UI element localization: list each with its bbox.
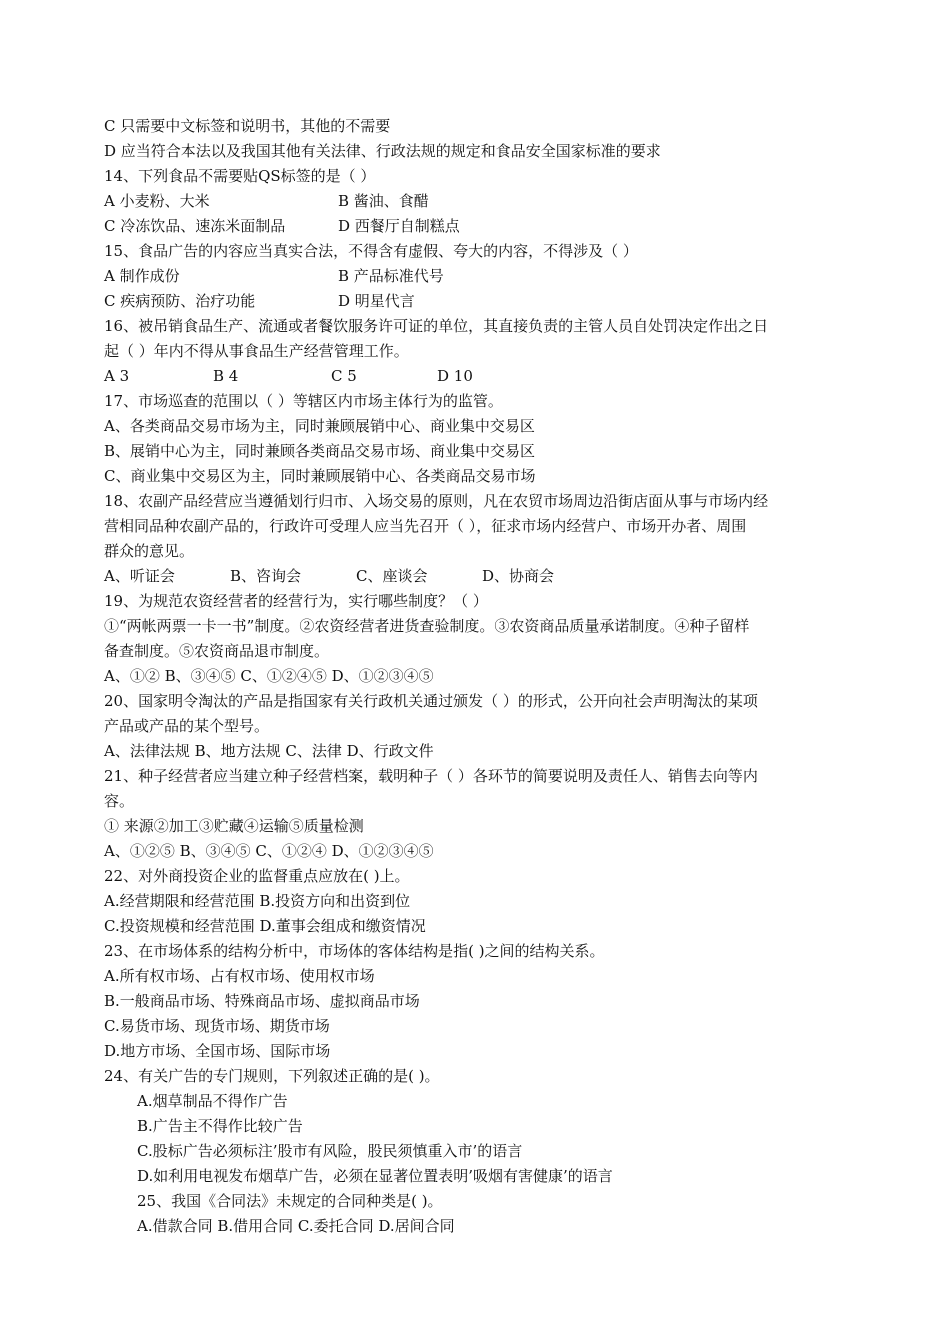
question-25-stem: 25、我国《合同法》未规定的合同种类是( )。	[137, 1192, 443, 1210]
question-19-detail-line-2: 备查制度。⑤农资商品退市制度。	[104, 642, 330, 660]
question-17-option-c: C、商业集中交易区为主，同时兼顾展销中心、各类商品交易市场	[104, 467, 536, 485]
question-23-option-a: A.所有权市场、占有权市场、使用权市场	[104, 967, 375, 985]
option-c: C 冷冻饮品、速冻米面制品	[104, 217, 286, 235]
question-14-stem: 14、下列食品不需要贴QS标签的是（ ）	[104, 167, 376, 185]
option-d: D 明星代言	[338, 292, 415, 310]
question-17-option-a: A、各类商品交易市场为主，同时兼顾展销中心、商业集中交易区	[104, 417, 535, 435]
option-c: C 5	[331, 367, 357, 385]
option-c: C、座谈会	[356, 567, 428, 585]
question-20-stem-line-2: 产品或产品的某个型号。	[104, 717, 270, 735]
question-21-options: A、①②⑤ B、③④⑤ C、①②④ D、①②③④⑤	[104, 842, 434, 860]
question-16-stem-line-1: 16、被吊销食品生产、流通或者餐饮服务许可证的单位，其直接负责的主管人员自处罚决定作出之日	[104, 317, 769, 335]
question-23-option-c: C.易货市场、现货市场、期货市场	[104, 1017, 330, 1035]
question-13-option-c: C 只需要中文标签和说明书，其他的不需要	[104, 117, 391, 135]
question-24-option-a: A.烟草制品不得作广告	[137, 1092, 288, 1110]
question-20-stem-line-1: 20、国家明令淘汰的产品是指国家有关行政机关通过颁发（ ）的形式，公开向社会声明淘汰的某项	[104, 692, 758, 710]
question-22-stem: 22、对外商投资企业的监督重点应放在( )上。	[104, 867, 410, 885]
option-a: A、听证会	[104, 567, 175, 585]
option-a: A 小麦粉、大米	[104, 192, 210, 210]
question-23-option-b: B.一般商品市场、特殊商品市场、虚拟商品市场	[104, 992, 420, 1010]
question-23-stem: 23、在市场体系的结构分析中，市场体的客体结构是指( )之间的结构关系。	[104, 942, 605, 960]
question-24-option-b: B.广告主不得作比较广告	[137, 1117, 303, 1135]
option-d: D 西餐厅自制糕点	[338, 217, 460, 235]
question-21-stem-line-1: 21、种子经营者应当建立种子经营档案，载明种子（ ）各环节的简要说明及责任人、销售去向等内	[104, 767, 758, 785]
option-b: B 4	[213, 367, 239, 385]
question-19-detail-line-1: ①“两帐两票一卡一书”制度。②农资经营者进货查验制度。③农资商品质量承诺制度。④种子留样	[104, 617, 750, 635]
question-16-stem-line-2: 起（ ）年内不得从事食品生产经营管理工作。	[104, 342, 409, 360]
question-17-option-b: B、展销中心为主，同时兼顾各类商品交易市场、商业集中交易区	[104, 442, 536, 460]
question-15-stem: 15、食品广告的内容应当真实合法，不得含有虚假、夸大的内容，不得涉及（ ）	[104, 242, 638, 260]
question-21-detail: ① 来源②加工③贮藏④运输⑤质量检测	[104, 817, 364, 835]
question-19-stem: 19、为规范农资经营者的经营行为，实行哪些制度？（ ）	[104, 592, 488, 610]
option-d: D 10	[437, 367, 473, 385]
question-13-option-d: D 应当符合本法以及我国其他有关法律、行政法规的规定和食品安全国家标准的要求	[104, 142, 661, 160]
option-b: B 产品标准代号	[338, 267, 444, 285]
question-23-option-d: D.地方市场、全国市场、国际市场	[104, 1042, 331, 1060]
question-22-options-cd: C.投资规模和经营范围 D.董事会组成和缴资情况	[104, 917, 426, 935]
question-24-stem: 24、有关广告的专门规则，下列叙述正确的是( )。	[104, 1067, 440, 1085]
option-a: A 制作成份	[104, 267, 180, 285]
question-18-stem-line-1: 18、农副产品经营应当遵循划行归市、入场交易的原则，凡在农贸市场周边沿街店面从事与市场内经	[104, 492, 769, 510]
option-b: B、咨询会	[230, 567, 302, 585]
question-24-option-c: C.股标广告必须标注’股市有风险，股民须慎重入市’的语言	[137, 1142, 523, 1160]
question-19-options: A、①② B、③④⑤ C、①②④⑤ D、①②③④⑤	[104, 667, 434, 685]
option-c: C 疾病预防、治疗功能	[104, 292, 256, 310]
question-18-stem-line-3: 群众的意见。	[104, 542, 195, 560]
option-d: D、协商会	[482, 567, 555, 585]
option-a: A 3	[104, 367, 130, 385]
question-18-stem-line-2: 营相同品种农副产品的，行政许可受理人应当先召开（ ），征求市场内经营户、市场开办者、周围	[104, 517, 747, 535]
question-24-option-d: D.如利用电视发布烟草广告，必须在显著位置表明’吸烟有害健康’的语言	[137, 1167, 613, 1185]
question-20-options: A、法律法规 B、地方法规 C、法律 D、行政文件	[104, 742, 434, 760]
question-21-stem-line-2: 容。	[104, 792, 135, 810]
question-22-options-ab: A.经营期限和经营范围 B.投资方向和出资到位	[104, 892, 411, 910]
option-b: B 酱油、食醋	[338, 192, 429, 210]
question-25-options: A.借款合同 B.借用合同 C.委托合同 D.居间合同	[137, 1217, 455, 1235]
question-17-stem: 17、市场巡查的范围以（ ）等辖区内市场主体行为的监管。	[104, 392, 503, 410]
